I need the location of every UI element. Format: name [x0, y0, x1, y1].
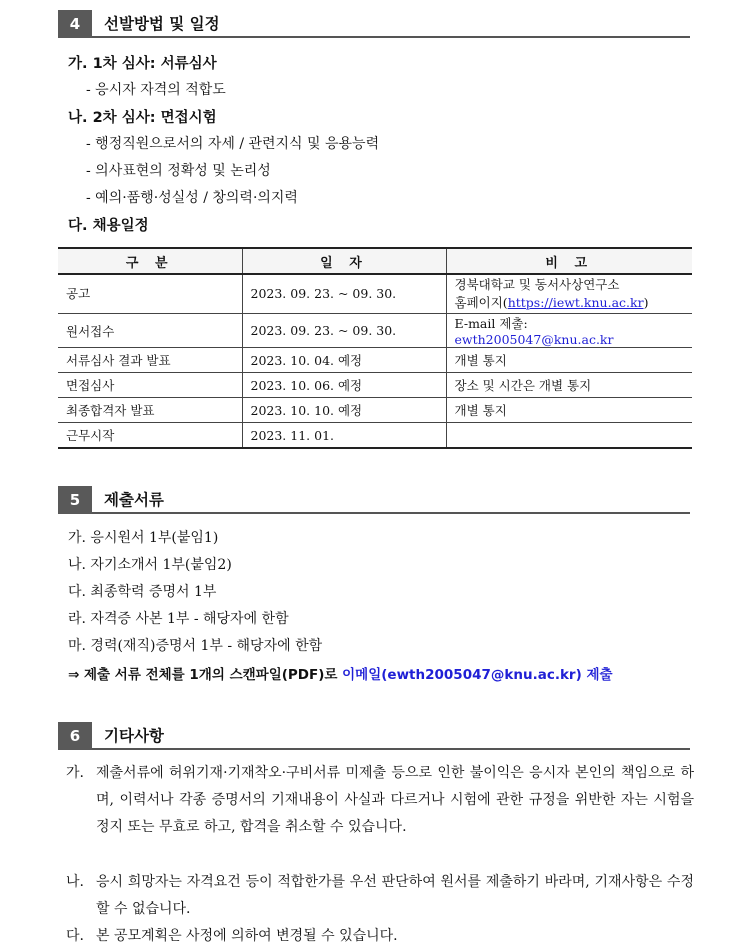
subheading-da: 다. 채용일정 [68, 218, 149, 234]
note-prefix: E-mail 제출: [454, 316, 528, 331]
section-divider [92, 512, 690, 514]
column-header-category: 구 분 [58, 248, 242, 274]
cell-note [446, 314, 692, 348]
cell-note: 장소 및 시간은 개별 통지 [446, 373, 692, 398]
homepage-link[interactable]: https://iewt.knu.ac.kr [507, 295, 644, 310]
list-item: - 행정직원으로서의 자세 / 관련지식 및 응용능력 [86, 136, 380, 152]
cell-category: 공고 [58, 274, 242, 314]
section-6-header [58, 722, 690, 750]
cell-date: 2023. 10. 04. 예정 [242, 348, 446, 373]
subheading-ga: 가. 1차 심사: 서류심사 [68, 56, 217, 72]
list-item: 다. 최종학력 증명서 1부 [68, 584, 217, 600]
cell-note: 개별 통지 [446, 398, 692, 423]
section-title: 선발방법 및 일정 [104, 15, 220, 33]
subheading-na: 나. 2차 심사: 면접시험 [68, 110, 217, 126]
note-prefix: 홈페이지( [454, 295, 508, 310]
section-number: 5 [58, 486, 92, 514]
notice-text: ⇒ 제출 서류 전체를 1개의 스캔파일(PDF)로 [68, 667, 343, 683]
cell-category: 면접심사 [58, 373, 242, 398]
section-title: 기타사항 [104, 727, 164, 745]
email-link[interactable]: ewth2005047@knu.ac.kr [454, 332, 614, 347]
section-divider [92, 36, 690, 38]
item-label: 다. [66, 928, 84, 944]
list-item: 라. 자격증 사본 1부 - 해당자에 한함 [68, 611, 289, 627]
table-row [58, 398, 692, 423]
item-label: 가. [66, 765, 84, 781]
section-number: 4 [58, 10, 92, 38]
list-item: 가. 응시원서 1부(붙임1) [68, 530, 219, 546]
column-header-note: 비 고 [446, 248, 692, 274]
table-row [58, 373, 692, 398]
section-title: 제출서류 [104, 491, 164, 509]
item-text: 제출서류에 허위기재·기재착오·구비서류 미제출 등으로 인한 불이익은 응시자 본인의 책임으로 하며, 이력서나 각종 증명서의 기재내용이 사실과 다르거나 시험에 관한 규정을 위반한 자는 시험을 정지 또는 무효로 하고, 합격을 취소할 수 있습니다. [96, 765, 694, 835]
section-divider [92, 748, 690, 750]
table-row [58, 348, 692, 373]
cell-category: 최종합격자 발표 [58, 398, 242, 423]
list-item [66, 760, 694, 841]
table-header-row [58, 248, 692, 274]
table-row [58, 423, 692, 449]
item-label: 나. [66, 874, 84, 890]
item-text: 본 공모계획은 사정에 의하여 변경될 수 있습니다. [96, 928, 398, 944]
table-row [58, 314, 692, 348]
list-item: - 응시자 자격의 적합도 [86, 82, 226, 98]
schedule-table [58, 247, 692, 449]
cell-note [446, 274, 692, 314]
list-item: - 의사표현의 정확성 및 논리성 [86, 163, 271, 179]
notice-email[interactable]: 이메일(ewth2005047@knu.ac.kr) 제출 [342, 667, 613, 683]
section-5-header [58, 486, 690, 514]
cell-date: 2023. 11. 01. [242, 423, 446, 449]
item-text: 응시 희망자는 자격요건 등이 적합한가를 우선 판단하여 원서를 제출하기 바라며, 기재사항은 수정할 수 없습니다. [96, 874, 694, 917]
cell-note [446, 423, 692, 449]
note-line: 경북대학교 및 동서사상연구소 [454, 277, 620, 292]
section-number: 6 [58, 722, 92, 750]
list-item: 나. 자기소개서 1부(붙임2) [68, 557, 232, 573]
list-item [66, 869, 694, 923]
cell-date: 2023. 09. 23. ~ 09. 30. [242, 274, 446, 314]
cell-category: 근무시작 [58, 423, 242, 449]
cell-category: 원서접수 [58, 314, 242, 348]
column-header-date: 일 자 [242, 248, 446, 274]
cell-date: 2023. 10. 06. 예정 [242, 373, 446, 398]
list-item: - 예의·품행·성실성 / 창의력·의지력 [86, 190, 298, 206]
list-item [66, 923, 694, 950]
section-4-header [58, 10, 690, 38]
cell-date: 2023. 09. 23. ~ 09. 30. [242, 314, 446, 348]
cell-note: 개별 통지 [446, 348, 692, 373]
submission-notice [68, 663, 613, 683]
cell-date: 2023. 10. 10. 예정 [242, 398, 446, 423]
table-row [58, 274, 692, 314]
list-item: 마. 경력(재직)증명서 1부 - 해당자에 한함 [68, 638, 323, 654]
note-suffix: ) [643, 295, 649, 310]
cell-category: 서류심사 결과 발표 [58, 348, 242, 373]
